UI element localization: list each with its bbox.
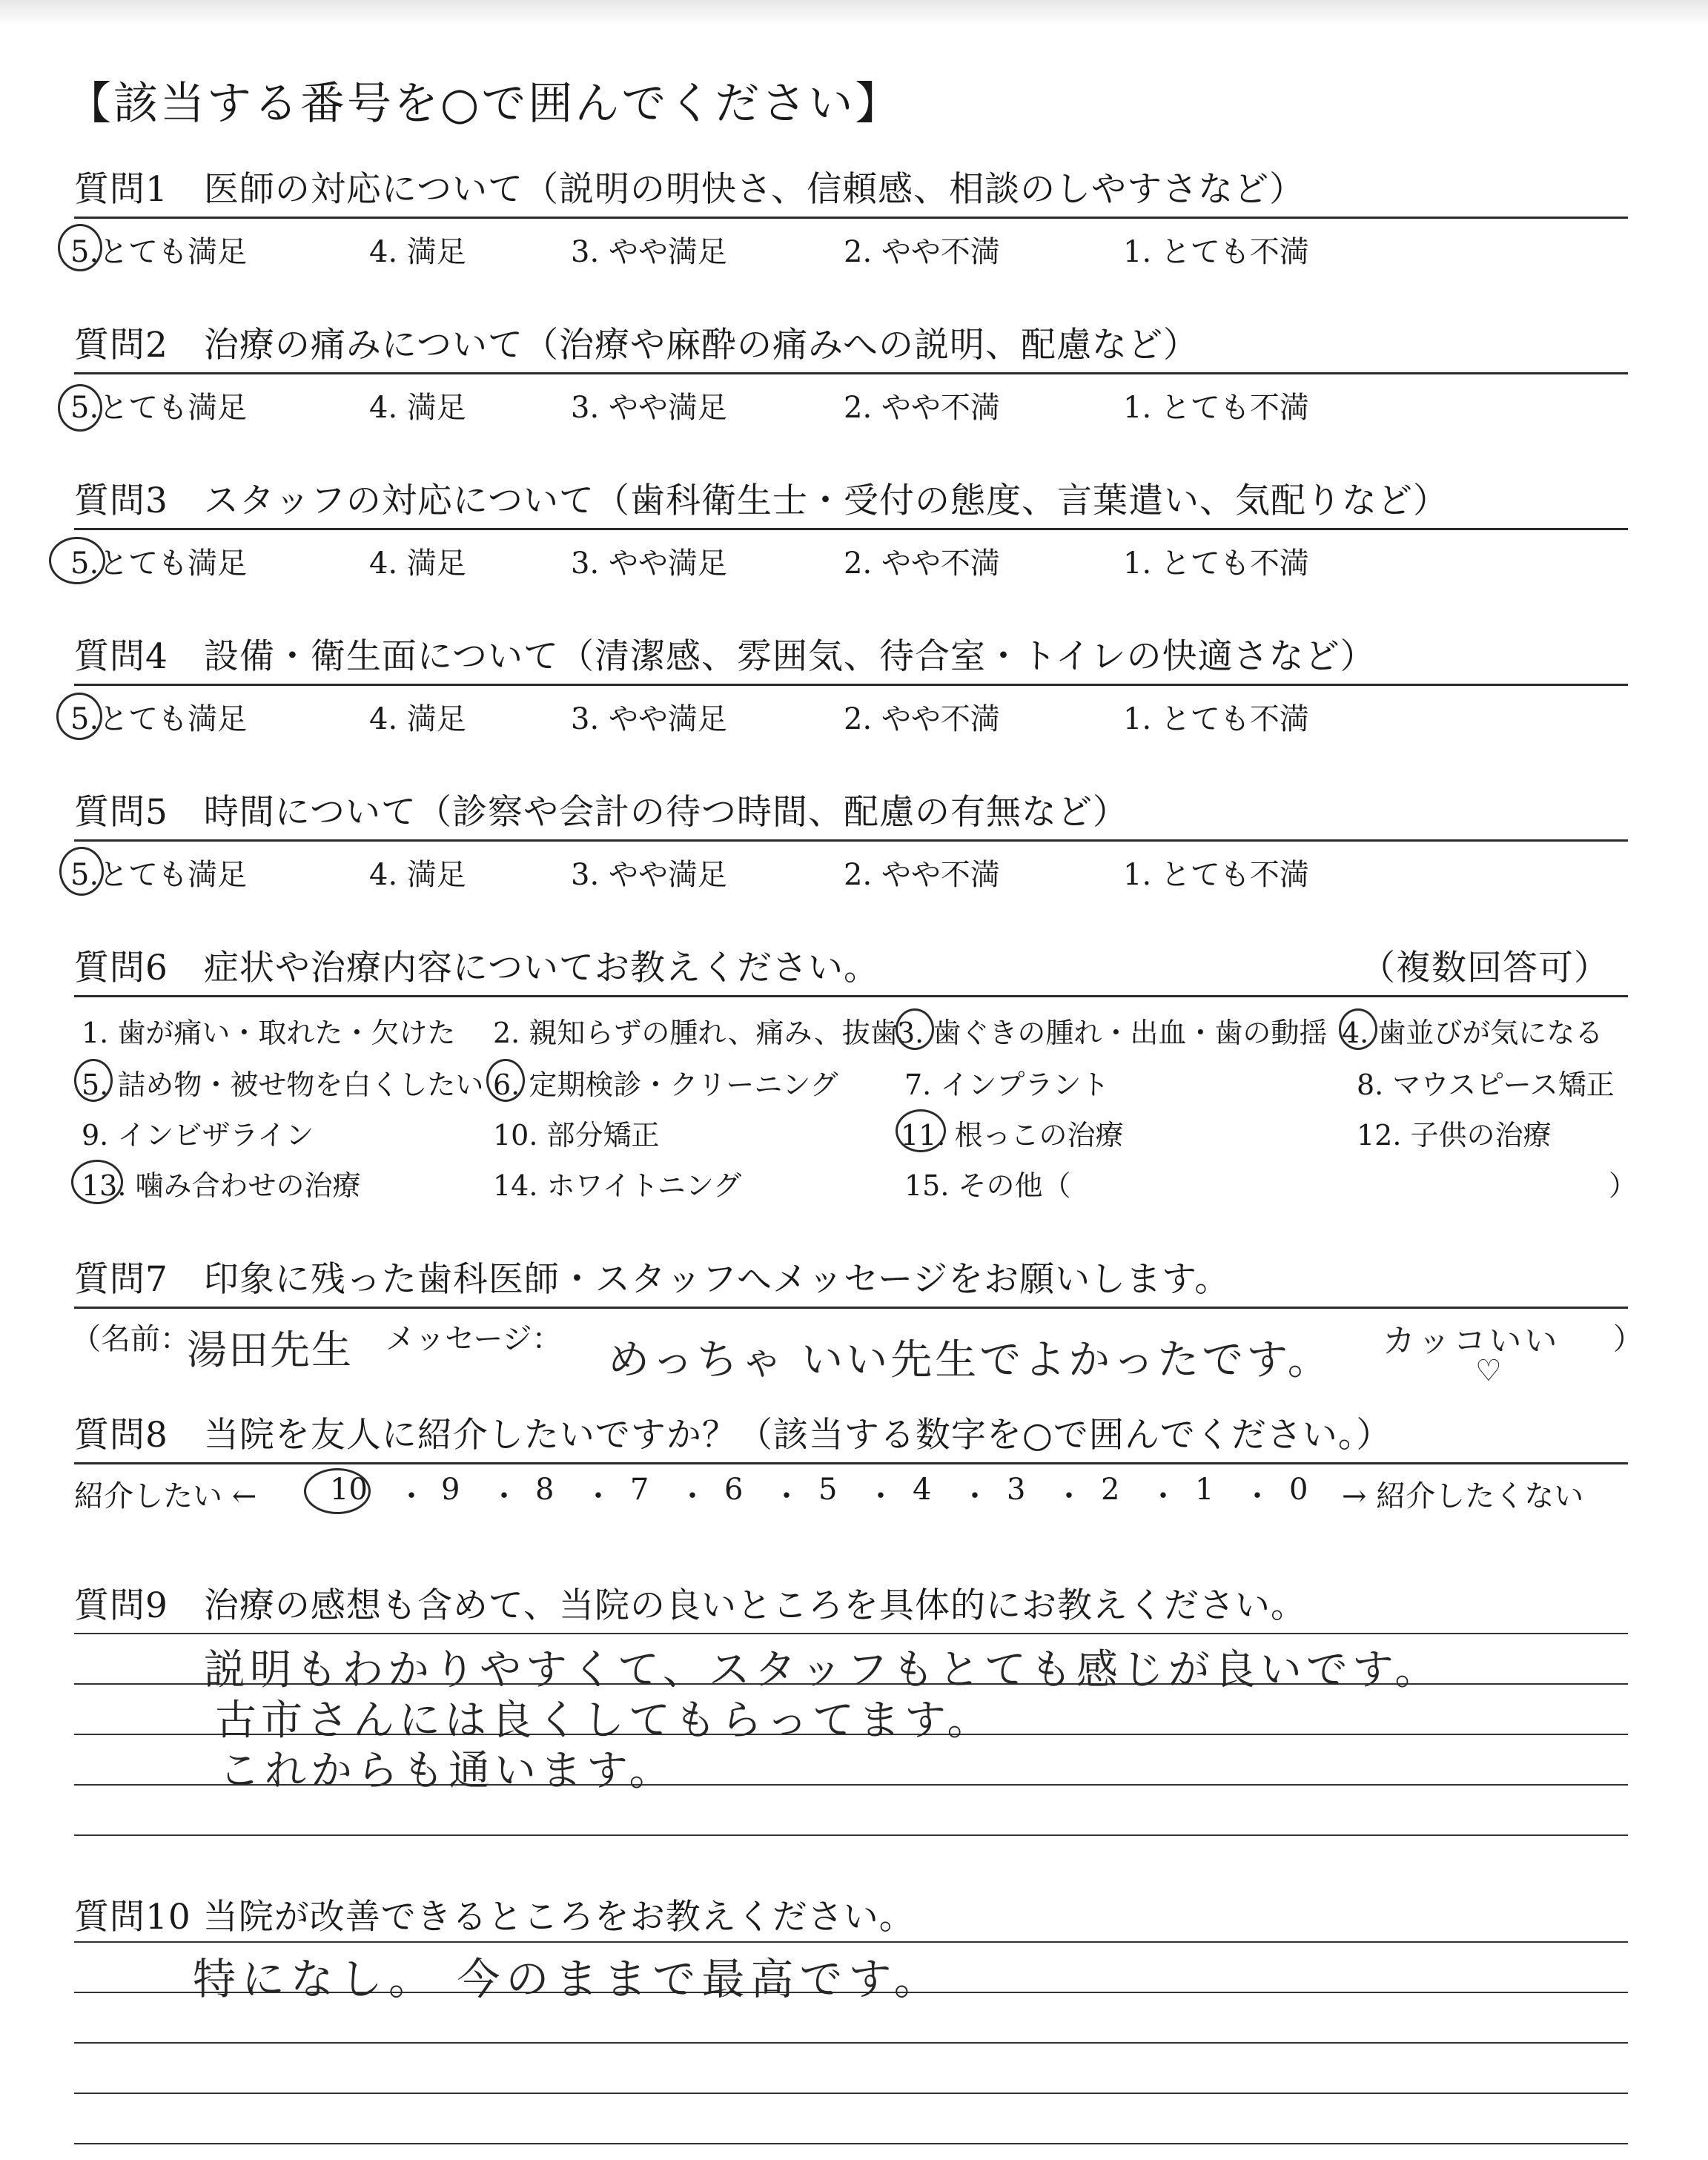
symptom-option[interactable]: 1. 歯が痛い・取れた・欠けた: [82, 1017, 456, 1049]
scale-4[interactable]: 4: [913, 1473, 932, 1507]
option-1[interactable]: 1. とても不満: [1123, 235, 1309, 269]
question-1-title: 質問1 医師の対応について（説明の明快さ、信頼感、相談のしやすさなど）: [74, 169, 1305, 210]
option-2[interactable]: 2. やや不満: [844, 702, 1000, 736]
scale-dot: ・: [1242, 1479, 1272, 1513]
option-4[interactable]: 4. 満足: [369, 235, 466, 269]
option-1[interactable]: 1. とても不満: [1123, 546, 1309, 581]
scale-3[interactable]: 3: [1007, 1473, 1026, 1507]
option-1[interactable]: 1. とても不満: [1123, 858, 1309, 892]
name-handwritten: 湯田先生: [187, 1327, 353, 1373]
form-header: 【該当する番号を○で囲んでください】: [67, 78, 902, 130]
divider: [74, 1462, 1628, 1464]
option-4[interactable]: 4. 満足: [369, 702, 466, 736]
scale-0[interactable]: 0: [1289, 1473, 1308, 1507]
divider: [74, 839, 1628, 842]
answer-circle-q2: [58, 384, 102, 432]
scale-dot: ・: [960, 1479, 990, 1513]
divider: [74, 217, 1628, 219]
selected-circle-6: [486, 1059, 525, 1102]
scale-dot: ・: [678, 1479, 707, 1513]
scale-dot: ・: [1054, 1479, 1084, 1513]
selected-circle-5: [74, 1059, 113, 1102]
divider: [74, 684, 1628, 686]
scale-9[interactable]: 9: [441, 1473, 460, 1507]
symptom-option[interactable]: 10. 部分矯正: [493, 1119, 660, 1152]
ruled-line: [74, 2042, 1628, 2044]
answer-circle-q1: [58, 224, 102, 271]
symptom-option[interactable]: 6. 定期検診・クリーニング: [493, 1069, 838, 1101]
scale-dot: ・: [772, 1479, 801, 1513]
symptom-option[interactable]: 7. インプラント: [904, 1069, 1110, 1101]
scale-2[interactable]: 2: [1101, 1473, 1120, 1507]
selected-circle-13: [71, 1160, 123, 1204]
ruled-line: [74, 2143, 1628, 2144]
symptom-option[interactable]: 5. 詰め物・被せ物を白くしたい: [82, 1069, 484, 1101]
message-close: ）: [1613, 1322, 1643, 1356]
symptom-option-close: ）: [1609, 1169, 1638, 1202]
message-label: メッセージ：: [385, 1322, 562, 1356]
selected-circle-3: [896, 1008, 934, 1050]
scale-10[interactable]: 10: [330, 1473, 368, 1507]
option-2[interactable]: 2. やや不満: [844, 235, 1000, 269]
answer-circle-q3: [49, 537, 105, 584]
option-5[interactable]: 5.とても満足: [70, 391, 248, 425]
question-10-title: 質問10 当院が改善できるところをお教えください。: [74, 1897, 915, 1938]
option-3[interactable]: 3. やや満足: [571, 858, 727, 892]
scale-1[interactable]: 1: [1195, 1473, 1214, 1507]
selected-circle-4: [1339, 1008, 1377, 1050]
question-8-title: 質問8 当院を友人に紹介したいですか？（該当する数字を○で囲んでください。）: [74, 1415, 1392, 1456]
question-4-title: 質問4 設備・衛生面について（清潔感、雰囲気、待合室・トイレの快適さなど）: [74, 636, 1376, 677]
scale-7[interactable]: 7: [630, 1473, 649, 1507]
symptom-option[interactable]: 8. マウスピース矯正: [1357, 1069, 1615, 1101]
option-1[interactable]: 1. とても不満: [1123, 702, 1309, 736]
option-4[interactable]: 4. 満足: [369, 858, 466, 892]
scale-dot: ・: [583, 1479, 613, 1513]
question-7-title: 質問7 印象に残った歯科医師・スタッフへメッセージをお願いします。: [74, 1259, 1231, 1300]
symptom-option[interactable]: 13. 噛み合わせの治療: [82, 1169, 361, 1202]
question-5-title: 質問5 時間について（診察や会計の待つ時間、配慮の有無など）: [74, 792, 1128, 833]
ruled-line: [74, 2093, 1628, 2094]
symptom-option[interactable]: 14. ホワイトニング: [493, 1169, 742, 1202]
question-6-note: （複数回答可）: [1360, 948, 1609, 988]
message-handwritten: めっちゃ いい先生でよかったです。: [608, 1336, 1332, 1384]
option-4[interactable]: 4. 満足: [369, 391, 466, 425]
answer-circle-q5: [59, 847, 104, 896]
symptom-option[interactable]: 15. その他（: [904, 1169, 1071, 1202]
divider: [74, 528, 1628, 530]
answer-circle-q8: [304, 1468, 371, 1514]
option-5[interactable]: 5.とても満足: [70, 235, 248, 269]
answer-circle-q4: [56, 693, 102, 740]
ruled-line: [74, 1633, 1628, 1634]
scale-5[interactable]: 5: [818, 1473, 838, 1507]
option-3[interactable]: 3. やや満足: [571, 235, 727, 269]
scale-dot: ・: [397, 1479, 426, 1513]
name-label: （名前：: [71, 1322, 190, 1356]
symptom-option[interactable]: 9. インビザライン: [82, 1119, 314, 1152]
option-5[interactable]: 5.とても満足: [70, 546, 248, 581]
question-3-title: 質問3 スタッフの対応について（歯科衛生士・受付の態度、言葉遣い、気配りなど）: [74, 480, 1449, 521]
divider: [74, 372, 1628, 374]
message-extra: カッコいい: [1383, 1322, 1560, 1360]
option-3[interactable]: 3. やや満足: [571, 391, 727, 425]
q9-answer-line: 説明もわかりやすくて、スタッフもとても感じが良いです。: [204, 1646, 1441, 1694]
recommend-right-label: → 紹介したくない: [1342, 1479, 1584, 1513]
option-2[interactable]: 2. やや不満: [844, 858, 1000, 892]
symptom-option[interactable]: 4. 歯並びが気になる: [1342, 1017, 1603, 1049]
scale-dot: ・: [1148, 1479, 1178, 1513]
option-3[interactable]: 3. やや満足: [571, 546, 727, 581]
scale-8[interactable]: 8: [535, 1473, 555, 1507]
symptom-option[interactable]: 12. 子供の治療: [1357, 1119, 1552, 1152]
q9-answer-line: 古市さんには良くしてもらってます。: [215, 1697, 993, 1745]
q9-answer-line: これからも通います。: [219, 1747, 675, 1795]
ruled-line: [74, 1941, 1628, 1943]
symptom-option[interactable]: 2. 親知らずの腫れ、痛み、抜歯: [493, 1017, 898, 1049]
scale-6[interactable]: 6: [724, 1473, 744, 1507]
option-5[interactable]: 5.とても満足: [70, 858, 248, 892]
option-2[interactable]: 2. やや不満: [844, 546, 1000, 581]
option-3[interactable]: 3. やや満足: [571, 702, 727, 736]
selected-circle-11: [896, 1109, 946, 1152]
symptom-option[interactable]: 11. 根っこの治療: [901, 1119, 1124, 1152]
option-5[interactable]: 5.とても満足: [70, 702, 248, 736]
symptom-option[interactable]: 3. 歯ぐきの腫れ・出血・歯の動揺: [897, 1017, 1328, 1049]
question-2-title: 質問2 治療の痛みについて（治療や麻酔の痛みへの説明、配慮など）: [74, 325, 1199, 366]
divider: [74, 1307, 1628, 1309]
question-6-title: 質問6 症状や治療内容についてお教えください。: [74, 948, 879, 988]
option-2[interactable]: 2. やや不満: [844, 391, 1000, 425]
heart-icon: ♡: [1475, 1354, 1502, 1388]
scale-dot: ・: [866, 1479, 896, 1513]
scan-edge: [0, 0, 1708, 25]
option-4[interactable]: 4. 満足: [369, 546, 466, 581]
ruled-line: [74, 1834, 1628, 1836]
q10-answer-line: 特になし。 今のままで最高です。: [193, 1954, 943, 2004]
divider: [74, 995, 1628, 997]
recommend-left-label: 紹介したい ←: [74, 1479, 257, 1513]
option-1[interactable]: 1. とても不満: [1123, 391, 1309, 425]
question-9-title: 質問9 治療の感想も含めて、当院の良いところを具体的にお教えください。: [74, 1585, 1306, 1626]
scale-dot: ・: [489, 1479, 519, 1513]
